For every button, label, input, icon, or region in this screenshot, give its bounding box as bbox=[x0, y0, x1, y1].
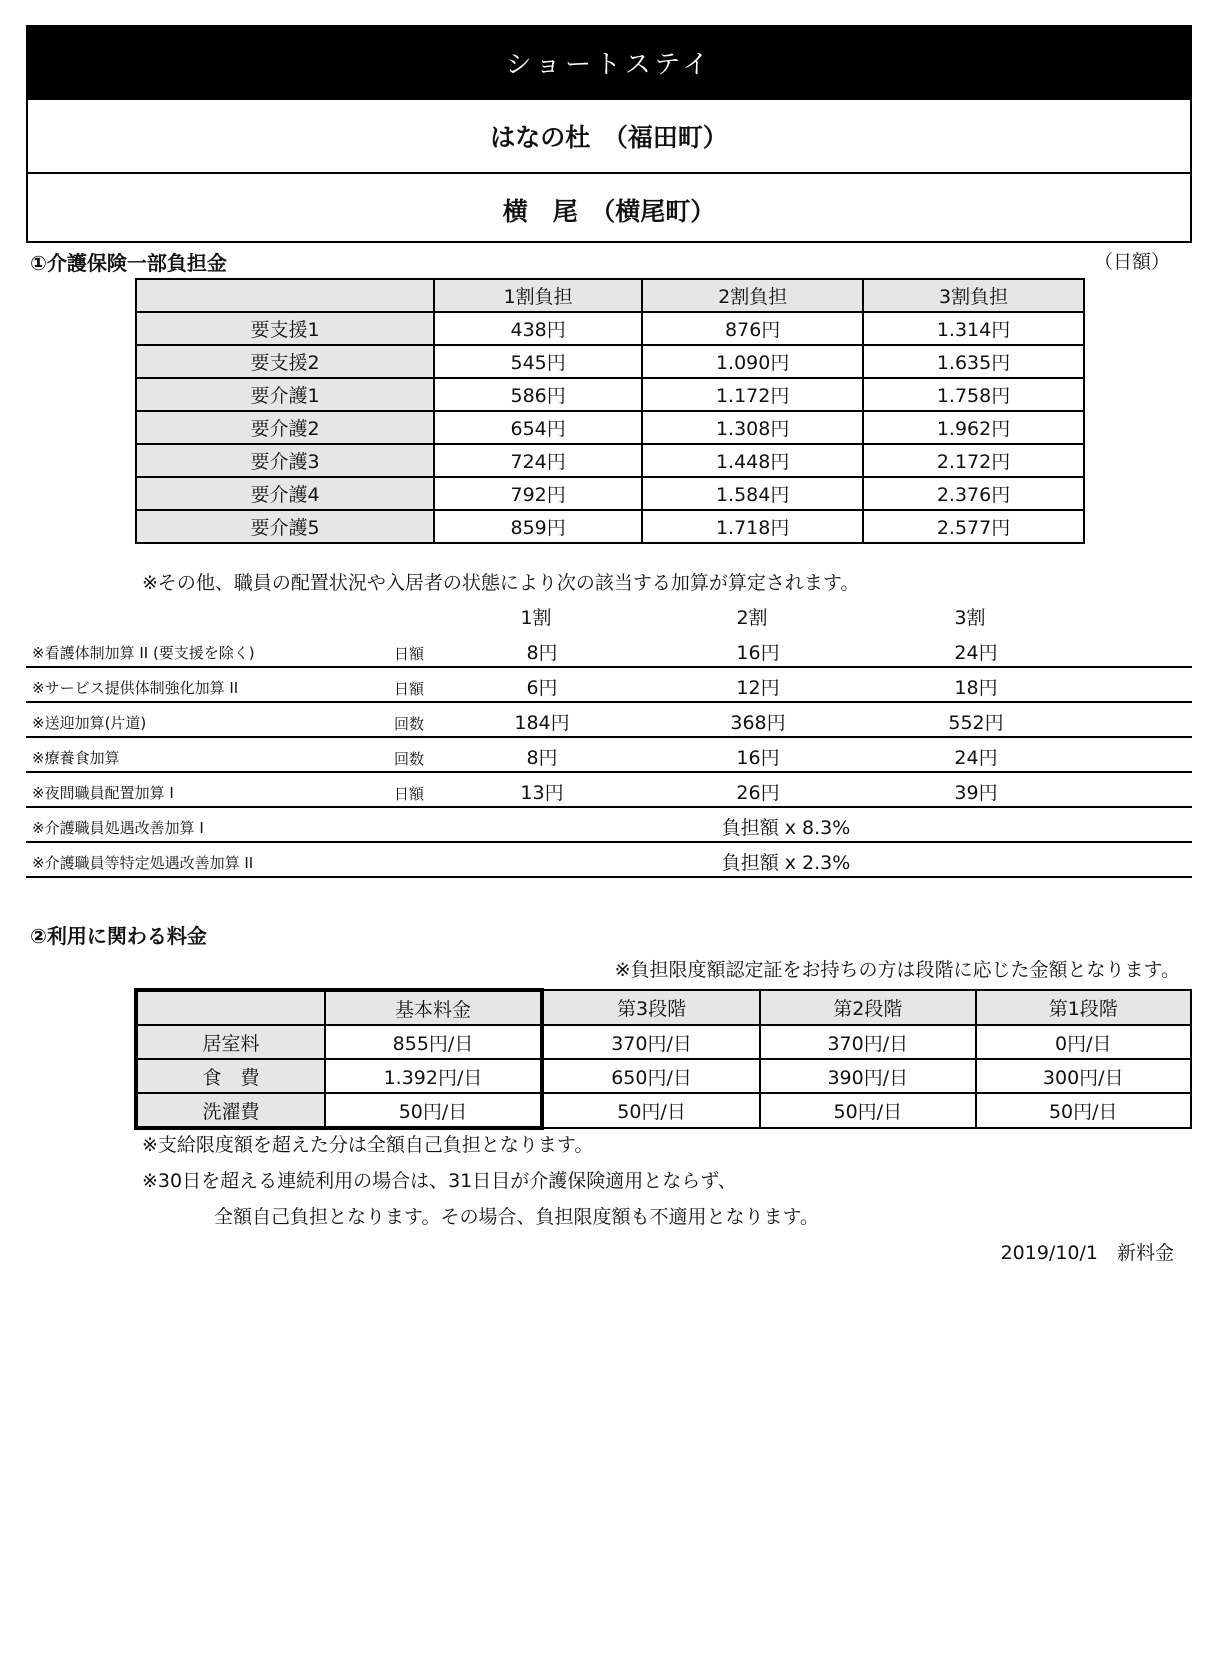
table-header-row bbox=[136, 990, 1191, 1025]
addition-unit: 回数 bbox=[394, 715, 425, 733]
addition-value: 368円 bbox=[730, 712, 786, 734]
rate-row bbox=[26, 844, 1192, 878]
fee-cell: 390円/日 bbox=[760, 1059, 975, 1093]
fee-cell: 50円/日 bbox=[542, 1093, 760, 1128]
section1-title: ①介護保険一部負担金 bbox=[30, 251, 227, 275]
rate-value: 負担額 x 8.3% bbox=[721, 817, 851, 839]
facility-fukuda: はなの杜 （福田町） bbox=[28, 98, 1190, 172]
care-level-cell: 要支援2 bbox=[136, 345, 434, 378]
table-header-cell: 第1段階 bbox=[976, 990, 1191, 1025]
addition-unit: 日額 bbox=[394, 645, 425, 663]
cost-cell: 654円 bbox=[434, 411, 642, 444]
addition-value: 552円 bbox=[948, 712, 1004, 734]
header-box bbox=[26, 25, 1192, 243]
limit-excess-note: ※支給限度額を超えた分は全額自己負担となります。 bbox=[142, 1134, 594, 1156]
addition-value: 16円 bbox=[736, 642, 780, 664]
addition-unit: 回数 bbox=[394, 750, 425, 768]
fee-cell: 1.392円/日 bbox=[325, 1059, 542, 1093]
care-level-cell: 要介護3 bbox=[136, 444, 434, 477]
addition-value: 39円 bbox=[954, 782, 998, 804]
cost-cell: 724円 bbox=[434, 444, 642, 477]
fee-item-cell: 居室料 bbox=[136, 1025, 325, 1059]
addition-label: ※サービス提供体制強化加算 II bbox=[32, 679, 239, 697]
fee-cell: 50円/日 bbox=[760, 1093, 975, 1128]
table-header-cell: 基本料金 bbox=[325, 990, 542, 1025]
addition-value: 26円 bbox=[736, 782, 780, 804]
addition-value: 13円 bbox=[520, 782, 564, 804]
rate-label: ※介護職員等特定処遇改善加算 II bbox=[32, 854, 254, 872]
addition-label: ※送迎加算(片道) bbox=[32, 714, 147, 732]
cost-cell: 2.577円 bbox=[863, 510, 1084, 543]
addition-row bbox=[26, 704, 1192, 738]
table-row bbox=[136, 345, 1084, 378]
cost-cell: 1.090円 bbox=[642, 345, 863, 378]
table-row bbox=[136, 1093, 1191, 1128]
addition-value: 18円 bbox=[954, 677, 998, 699]
additions-header-1: 1割 bbox=[520, 607, 552, 629]
cost-cell: 1.308円 bbox=[642, 411, 863, 444]
table-header-cell: 第2段階 bbox=[760, 990, 975, 1025]
long-stay-note: ※30日を超える連続利用の場合は、31日目が介護保険適用とならず、 bbox=[142, 1170, 737, 1192]
addition-value: 184円 bbox=[514, 712, 570, 734]
cost-cell: 1.758円 bbox=[863, 378, 1084, 411]
cost-cell: 1.584円 bbox=[642, 477, 863, 510]
addition-unit: 日額 bbox=[394, 680, 425, 698]
table-header-cell bbox=[136, 990, 325, 1025]
care-cost-table bbox=[135, 278, 1085, 544]
cost-cell: 859円 bbox=[434, 510, 642, 543]
cost-cell: 2.376円 bbox=[863, 477, 1084, 510]
addition-label: ※看護体制加算 II (要支援を除く) bbox=[32, 644, 255, 662]
cost-cell: 1.635円 bbox=[863, 345, 1084, 378]
addition-label: ※夜間職員配置加算 I bbox=[32, 784, 174, 802]
addition-value: 12円 bbox=[736, 677, 780, 699]
table-row bbox=[136, 312, 1084, 345]
cost-cell: 1.314円 bbox=[863, 312, 1084, 345]
fee-cell: 300円/日 bbox=[976, 1059, 1191, 1093]
fee-item-cell: 洗濯費 bbox=[136, 1093, 325, 1128]
cost-cell: 1.172円 bbox=[642, 378, 863, 411]
cost-cell: 792円 bbox=[434, 477, 642, 510]
table-header-cell: 1割負担 bbox=[434, 279, 642, 312]
table-row bbox=[136, 477, 1084, 510]
limit-note: ※負担限度額認定証をお持ちの方は段階に応じた金額となります。 bbox=[614, 959, 1180, 981]
cost-cell: 1.718円 bbox=[642, 510, 863, 543]
additions-header-2: 2割 bbox=[736, 607, 768, 629]
fee-cell: 650円/日 bbox=[542, 1059, 760, 1093]
care-level-cell: 要支援1 bbox=[136, 312, 434, 345]
cost-cell: 438円 bbox=[434, 312, 642, 345]
cost-cell: 876円 bbox=[642, 312, 863, 345]
addition-value: 6円 bbox=[526, 677, 558, 699]
addition-value: 24円 bbox=[954, 642, 998, 664]
table-row bbox=[136, 510, 1084, 543]
table-row bbox=[136, 411, 1084, 444]
cost-cell: 1.448円 bbox=[642, 444, 863, 477]
fee-cell: 50円/日 bbox=[976, 1093, 1191, 1128]
additions-note: ※その他、職員の配置状況や入居者の状態により次の該当する加算が算定されます。 bbox=[142, 572, 860, 594]
additions-header-3: 3割 bbox=[954, 607, 986, 629]
cost-cell: 586円 bbox=[434, 378, 642, 411]
rate-label: ※介護職員処遇改善加算 I bbox=[32, 819, 204, 837]
section2-title: ②利用に関わる料金 bbox=[30, 924, 207, 948]
table-row bbox=[136, 444, 1084, 477]
page-title: ショートステイ bbox=[28, 27, 1190, 98]
care-level-cell: 要介護2 bbox=[136, 411, 434, 444]
addition-row bbox=[26, 669, 1192, 703]
table-header-cell: 第3段階 bbox=[542, 990, 760, 1025]
care-level-cell: 要介護4 bbox=[136, 477, 434, 510]
fee-cell: 50円/日 bbox=[325, 1093, 542, 1128]
cost-cell: 2.172円 bbox=[863, 444, 1084, 477]
long-stay-note-cont: 全額自己負担となります。その場合、負担限度額も不適用となります。 bbox=[214, 1206, 819, 1228]
table-row bbox=[136, 1025, 1191, 1059]
table-row bbox=[136, 1059, 1191, 1093]
table-header-cell: 2割負担 bbox=[642, 279, 863, 312]
rate-row bbox=[26, 809, 1192, 843]
fee-cell: 0円/日 bbox=[976, 1025, 1191, 1059]
cost-cell: 545円 bbox=[434, 345, 642, 378]
fee-item-cell: 食 費 bbox=[136, 1059, 325, 1093]
addition-value: 8円 bbox=[526, 642, 558, 664]
care-level-cell: 要介護5 bbox=[136, 510, 434, 543]
fee-cell: 370円/日 bbox=[542, 1025, 760, 1059]
cost-cell: 1.962円 bbox=[863, 411, 1084, 444]
addition-value: 16円 bbox=[736, 747, 780, 769]
addition-value: 8円 bbox=[526, 747, 558, 769]
fee-cell: 855円/日 bbox=[325, 1025, 542, 1059]
table-header-row bbox=[136, 279, 1084, 312]
care-level-cell: 要介護1 bbox=[136, 378, 434, 411]
rate-value: 負担額 x 2.3% bbox=[721, 852, 851, 874]
addition-label: ※療養食加算 bbox=[32, 749, 120, 767]
table-header-cell bbox=[136, 279, 434, 312]
addition-row bbox=[26, 739, 1192, 773]
unit-note: （日額） bbox=[1093, 251, 1170, 273]
addition-row bbox=[26, 634, 1192, 668]
effective-date: 2019/10/1 新料金 bbox=[1000, 1242, 1174, 1264]
addition-row bbox=[26, 774, 1192, 808]
addition-unit: 日額 bbox=[394, 785, 425, 803]
addition-value: 24円 bbox=[954, 747, 998, 769]
table-header-cell: 3割負担 bbox=[863, 279, 1084, 312]
fee-cell: 370円/日 bbox=[760, 1025, 975, 1059]
facility-yokoo: 横 尾 （横尾町） bbox=[28, 172, 1190, 245]
fee-table bbox=[134, 988, 1192, 1130]
table-row bbox=[136, 378, 1084, 411]
